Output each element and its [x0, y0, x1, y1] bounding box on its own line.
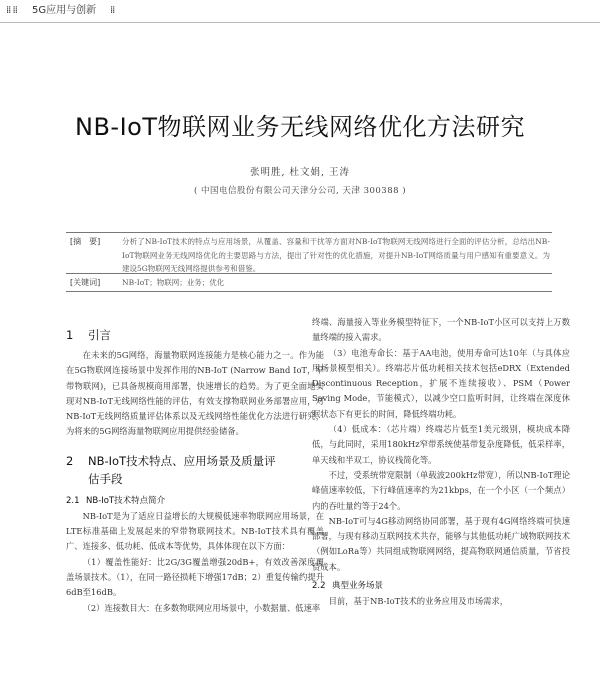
subsection-2-1-heading — [66, 494, 324, 509]
subsection-2-1-title: NB-IoT技术特点简介 — [86, 495, 166, 506]
abstract-top-rule — [66, 232, 552, 233]
keywords-label: [关键词] — [70, 278, 101, 287]
abstract-text: 分析了NB-IoT技术的特点与应用场景，从覆盖、容量和干扰等方面对NB-IoT物联网无线网络进行全面的评估分析，总结出NB-IoT物联网业务无线网络优化的主要思路与方法，提出了针对性的优化措施，对提升NB-IoT网络质量与用户感知有重要意义。为建设5G物联网无线网络提供参考和借鉴。 — [122, 237, 550, 273]
column-name: 5G应用与创新 — [32, 5, 97, 16]
subsection-2-2-heading — [312, 579, 570, 594]
right-column — [312, 315, 570, 609]
section-1-number: 1 — [66, 328, 74, 342]
battery-paragraph: （3）电池寿命长：基于AA电池，使用寿命可达10年（与具体应用场景模型相关）。终端芯片低功耗相关技术包括eDRX（Extended Discontinuous Reception，扩展不连续接收）、PSM（Power Saving Mode，节能模式），以减少空口监听时间，让终端在深度休眠状态下有更长的时间，降低终端功耗。 — [312, 347, 570, 419]
section-2-title-line1: NB-IoT技术特点、应用场景及质量评 — [88, 453, 276, 468]
abstract-mid-rule — [66, 273, 552, 274]
bandwidth-paragraph: 不过，受系统带宽限制（单载波200kHz带宽），所以NB-IoT理论峰值速率较低，下行峰值速率约为21kbps，在一个小区（一个频点）内的吞吐量约等于24个。 — [312, 469, 570, 511]
left-column — [66, 326, 324, 616]
subsection-2-1-number: 2.1 — [66, 495, 80, 506]
article-title: NB-IoT物联网业务无线网络优化方法研究 — [75, 113, 525, 141]
section-2-title-line2: 估手段 — [88, 471, 123, 486]
section-1-heading — [66, 326, 324, 344]
cost-paragraph: （4）低成本：（芯片端）终端芯片低至1美元级别，模块成本降低，与此同时，采用180kHz窄带系统使基带复杂度降低，低采样率，单天线和半双工，协议栈简化等。 — [312, 424, 570, 465]
header-divider — [0, 22, 600, 23]
tech-intro-paragraph: NB-IoT是为了适应日益增长的大规模低速率物联网应用场景，在LTE标准基础上发展起来的窄带物联网技术。NB-IoT技术具有覆盖广、连接多、低功耗、低成本等优势，具体体现在以下方面： — [66, 510, 324, 552]
section-2-heading — [66, 452, 324, 488]
coexistence-paragraph: NB-IoT可与4G移动网络协同部署，基于现有4G网络终端可快速部署，与现有移动互联网技术共存，能够与其他低功耗广域物联网技术（例如LoRa等）共同组成物联网网络，提高物联网通信质量，节省投资成本。 — [312, 515, 570, 572]
abstract-bottom-rule — [66, 291, 552, 292]
authors: 张明胜, 杜文娟, 王涛 — [249, 167, 351, 178]
coverage-paragraph: （1）覆盖性能好：比2G/3G覆盖增强20dB+，有效改善深度覆盖场景技术。（1），在同一路径损耗下增强17dB；2）重复传输约提升6dB至16dB。 — [66, 556, 324, 598]
scenario-paragraph: 目前，基于NB-IoT技术的业务应用及市场需求， — [328, 596, 509, 607]
running-header — [0, 0, 600, 22]
keywords-text: NB-IoT；物联网；业务；优化 — [122, 278, 225, 287]
subsection-2-2-number: 2.2 — [312, 581, 326, 592]
section-2-number: 2 — [66, 453, 74, 468]
section-1-title: 引言 — [88, 328, 111, 342]
affiliation: ( 中国电信股份有限公司天津分公司, 天津 300388 ) — [193, 186, 407, 196]
subsection-2-2-title: 典型业务场景 — [332, 581, 384, 592]
connections-paragraph: （2）连接数目大：在多数物联网应用场景中，小数据量、低速率 — [82, 602, 321, 613]
header-bars-right: ⁞⁞ — [110, 5, 115, 16]
abstract-label: [摘 要] — [70, 237, 101, 246]
header-bars-left: ⁞⁞ ⁞⁞ — [6, 5, 17, 16]
intro-paragraph: 在未来的5G网络，海量物联网连接能力是核心能力之一。作为能在5G物联网连接场景中发挥作用的NB-IoT (Narrow Band IoT，窄带物联网)，已具备规模商用部署，快速增长的趋势。为了更全面地实现对NB-IoT无线网络性能的评估，有效支撑物联网业务部署应用，对NB-IoT无线网络质量评估体系以及无线网络性能优化方法进行研究，为将来的5G网络海量物联网应用提供经验储备。 — [66, 350, 324, 437]
connections-continued-paragraph: 终端、海量接入等业务模型特征下，一个NB-IoT小区可以支持上万数量终端的接入需求。 — [312, 317, 570, 343]
